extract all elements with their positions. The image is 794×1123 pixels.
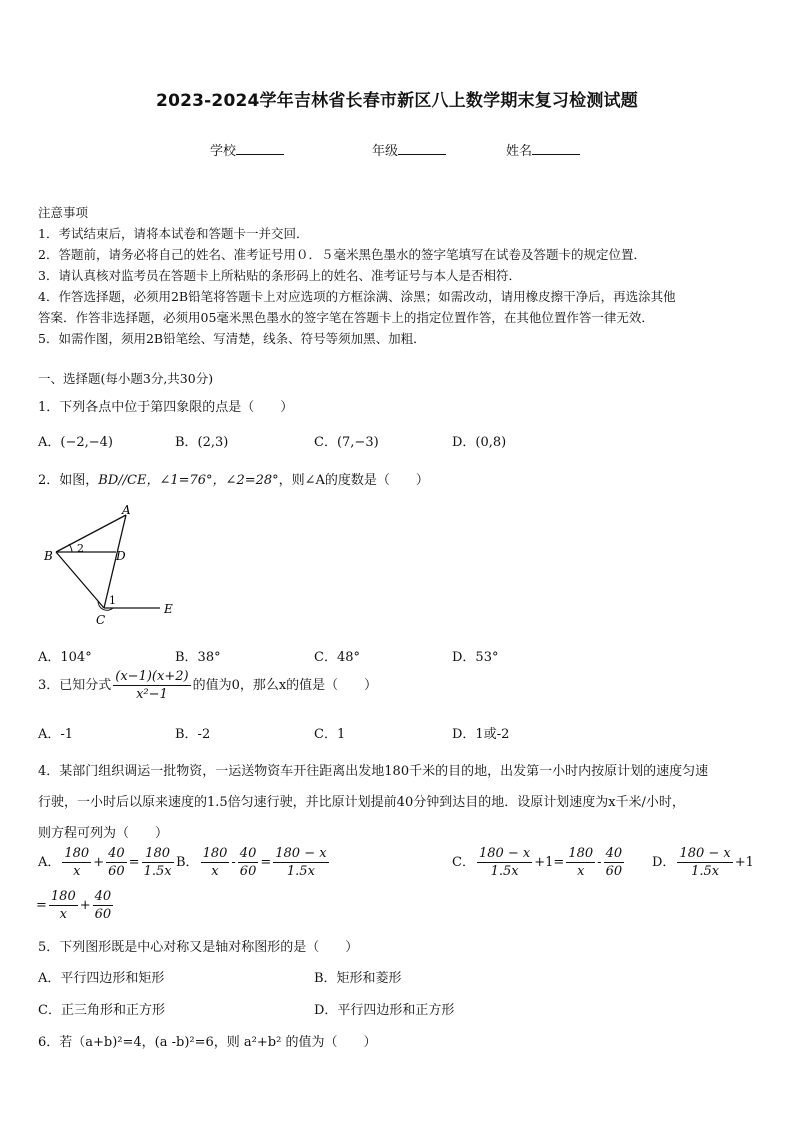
operator: - xyxy=(231,855,236,870)
q1-option-d: D．(0,8) xyxy=(452,435,507,450)
school-field xyxy=(210,140,284,159)
q3-option-b: B．-2 xyxy=(175,727,211,742)
q6-stem: 6．若（a+b)²=4，(a -b)²=6，则 a²+b² 的值为（ ） xyxy=(38,1035,377,1050)
school-label: 学校 xyxy=(210,144,237,159)
denominator: 60 xyxy=(239,864,257,879)
operator: +1 xyxy=(734,855,754,870)
q2-stem-suffix: ，则∠A的度数是（ ） xyxy=(278,473,429,488)
q2-option-c: C．48° xyxy=(314,650,360,665)
notice-item-4: 4．作答选择题，必须用2B铅笔将答题卡上对应选项的方框涂满、涂黑；如需改动，请用橡皮擦干净后，再选涂其他 xyxy=(38,289,676,304)
school-blank xyxy=(236,142,284,155)
numerator: 180 xyxy=(202,846,228,861)
name-label: 姓名 xyxy=(506,144,533,159)
notice-item-3: 3．请认真核对监考员在答题卡上所粘贴的条形码上的姓名、准考证号与本人是否相符． xyxy=(38,268,521,283)
q4-option-b xyxy=(176,846,331,879)
fraction xyxy=(62,846,91,879)
denominator: 1.5x xyxy=(691,864,720,879)
q4-option-a xyxy=(38,846,176,879)
q5-option-a: A．平行四边形和矩形 xyxy=(38,971,165,986)
fraction xyxy=(106,846,127,879)
denominator: 1.5x xyxy=(286,864,315,879)
operator: = xyxy=(36,898,47,913)
q2-figure xyxy=(36,500,186,630)
fraction xyxy=(677,846,732,879)
numerator: 180 xyxy=(50,889,76,904)
q3-stem-suffix: 的值为0，那么x的值是（ ） xyxy=(192,678,378,693)
q3-fraction-denominator: x²−1 xyxy=(136,687,168,702)
operator: = xyxy=(260,855,272,870)
fraction xyxy=(49,889,78,922)
denominator: 60 xyxy=(94,907,112,922)
notice-item-2: 2．答题前，请务必将自己的姓名、准考证号用０．５毫米黑色墨水的签字笔填写在试卷及答题卡的规定位置． xyxy=(38,247,646,262)
q1-option-c: C．(7,−3) xyxy=(314,435,379,450)
denominator: x xyxy=(73,864,81,879)
q3-option-a: A．-1 xyxy=(38,727,74,742)
denominator: 60 xyxy=(605,864,623,879)
q2-stem-prefix: 2．如图， xyxy=(38,473,99,488)
grade-blank xyxy=(398,142,446,155)
label-e: E xyxy=(164,602,173,616)
denominator: x xyxy=(59,907,67,922)
q4-option-d xyxy=(652,846,754,879)
numerator: 180 − x xyxy=(478,846,531,861)
q1-option-b: B．(2,3) xyxy=(175,435,229,450)
q4-stem-line-3: 则方程可列为（ ） xyxy=(38,826,169,841)
angle-2-arc xyxy=(69,544,72,552)
numerator: 40 xyxy=(108,846,125,861)
fraction xyxy=(93,889,114,922)
q4-stem-line-2: 行驶，一小时后以原来速度的1.5倍匀速行驶，并比原计划提前40分钟到达目的地．设原计划速度为x千米/小时， xyxy=(38,795,685,810)
q3-stem xyxy=(38,669,377,702)
q1-option-a: A．(−2,−4) xyxy=(38,435,113,450)
q2-option-b: B．38° xyxy=(175,650,221,665)
q5-option-b: B．矩形和菱形 xyxy=(314,971,402,986)
q3-fraction xyxy=(113,669,190,702)
numerator: 180 xyxy=(568,846,594,861)
grade-label: 年级 xyxy=(372,144,399,159)
page-title: 2023-2024学年吉林省长春市新区八上数学期末复习检测试题 xyxy=(156,91,638,111)
q4-option-c-label: C． xyxy=(452,855,475,870)
numerator: 180 xyxy=(64,846,90,861)
q2-option-a: A．104° xyxy=(38,650,92,665)
name-field xyxy=(506,140,580,159)
q2-stem xyxy=(38,469,429,488)
q4-option-b-label: B． xyxy=(176,855,199,870)
label-b: B xyxy=(44,549,53,563)
numerator: 40 xyxy=(605,846,623,861)
q4-option-d-label: D． xyxy=(652,855,676,870)
notice-item-1: 1．考试结束后，请将本试卷和答题卡一并交回． xyxy=(38,226,309,241)
numerator: 180 − x xyxy=(275,846,327,861)
q3-stem-prefix: 3．已知分式 xyxy=(38,678,112,693)
fraction xyxy=(142,846,174,879)
q3-option-d: D．1或-2 xyxy=(452,727,510,742)
fraction xyxy=(604,846,625,879)
segment-bc xyxy=(56,552,104,608)
operator: +1= xyxy=(534,855,565,870)
grade-field xyxy=(372,140,446,159)
q3-option-c: C．1 xyxy=(314,727,346,742)
q5-option-d: D．平行四边形和正方形 xyxy=(314,1003,455,1018)
name-blank xyxy=(532,142,580,155)
denominator: x xyxy=(211,864,219,879)
denominator: x xyxy=(577,864,585,879)
operator: - xyxy=(597,855,602,870)
operator: = xyxy=(128,855,140,870)
operator: + xyxy=(79,898,91,913)
fraction xyxy=(566,846,595,879)
fraction xyxy=(477,846,532,879)
q4-option-a-label: A． xyxy=(38,855,61,870)
label-a: A xyxy=(122,503,131,517)
q4-option-d-continued xyxy=(36,889,115,922)
q5-option-c: C．正三角形和正方形 xyxy=(38,1003,165,1018)
notice-item-4-cont: 答案．作答非选择题，必须用05毫米黑色墨水的签字笔在答题卡上的指定位置作答，在其他位置作答一律无效． xyxy=(38,310,654,325)
label-d: D xyxy=(116,549,126,563)
numerator: 40 xyxy=(239,846,257,861)
fraction xyxy=(273,846,328,879)
q2-stem-math: BD//CE，∠1=76°，∠2=28° xyxy=(98,473,279,488)
label-c: C xyxy=(96,613,106,627)
notice-heading: 注意事项 xyxy=(38,205,89,220)
q4-stem-line-1: 4．某部门组织调运一批物资，一运送物资车开往距离出发地180千米的目的地，出发第一小时内按原计划的速度匀速 xyxy=(38,764,709,779)
segment-ab xyxy=(56,515,126,552)
denominator: 1.5x xyxy=(490,864,519,879)
fraction xyxy=(238,846,259,879)
q1-stem: 1．下列各点中位于第四象限的点是（ ） xyxy=(38,400,294,415)
numerator: 180 − x xyxy=(679,846,731,861)
notice-item-5: 5．如需作图，须用2B铅笔绘、写清楚，线条、符号等须加黑、加粗． xyxy=(38,331,426,346)
label-angle-1: 1 xyxy=(109,594,116,607)
numerator: 40 xyxy=(94,889,112,904)
q5-stem: 5．下列图形既是中心对称又是轴对称图形的是（ ） xyxy=(38,940,359,955)
section-heading: 一、选择题(每小题3分,共30分) xyxy=(38,371,214,386)
label-angle-2: 2 xyxy=(77,542,84,555)
denominator: 60 xyxy=(108,864,125,879)
q3-fraction-numerator: (x−1)(x+2) xyxy=(115,669,189,684)
denominator: 1.5x xyxy=(143,864,172,879)
numerator: 180 xyxy=(142,846,174,863)
q4-option-c xyxy=(452,846,626,879)
operator: + xyxy=(93,855,105,870)
q2-option-d: D．53° xyxy=(452,650,499,665)
fraction xyxy=(201,846,230,879)
